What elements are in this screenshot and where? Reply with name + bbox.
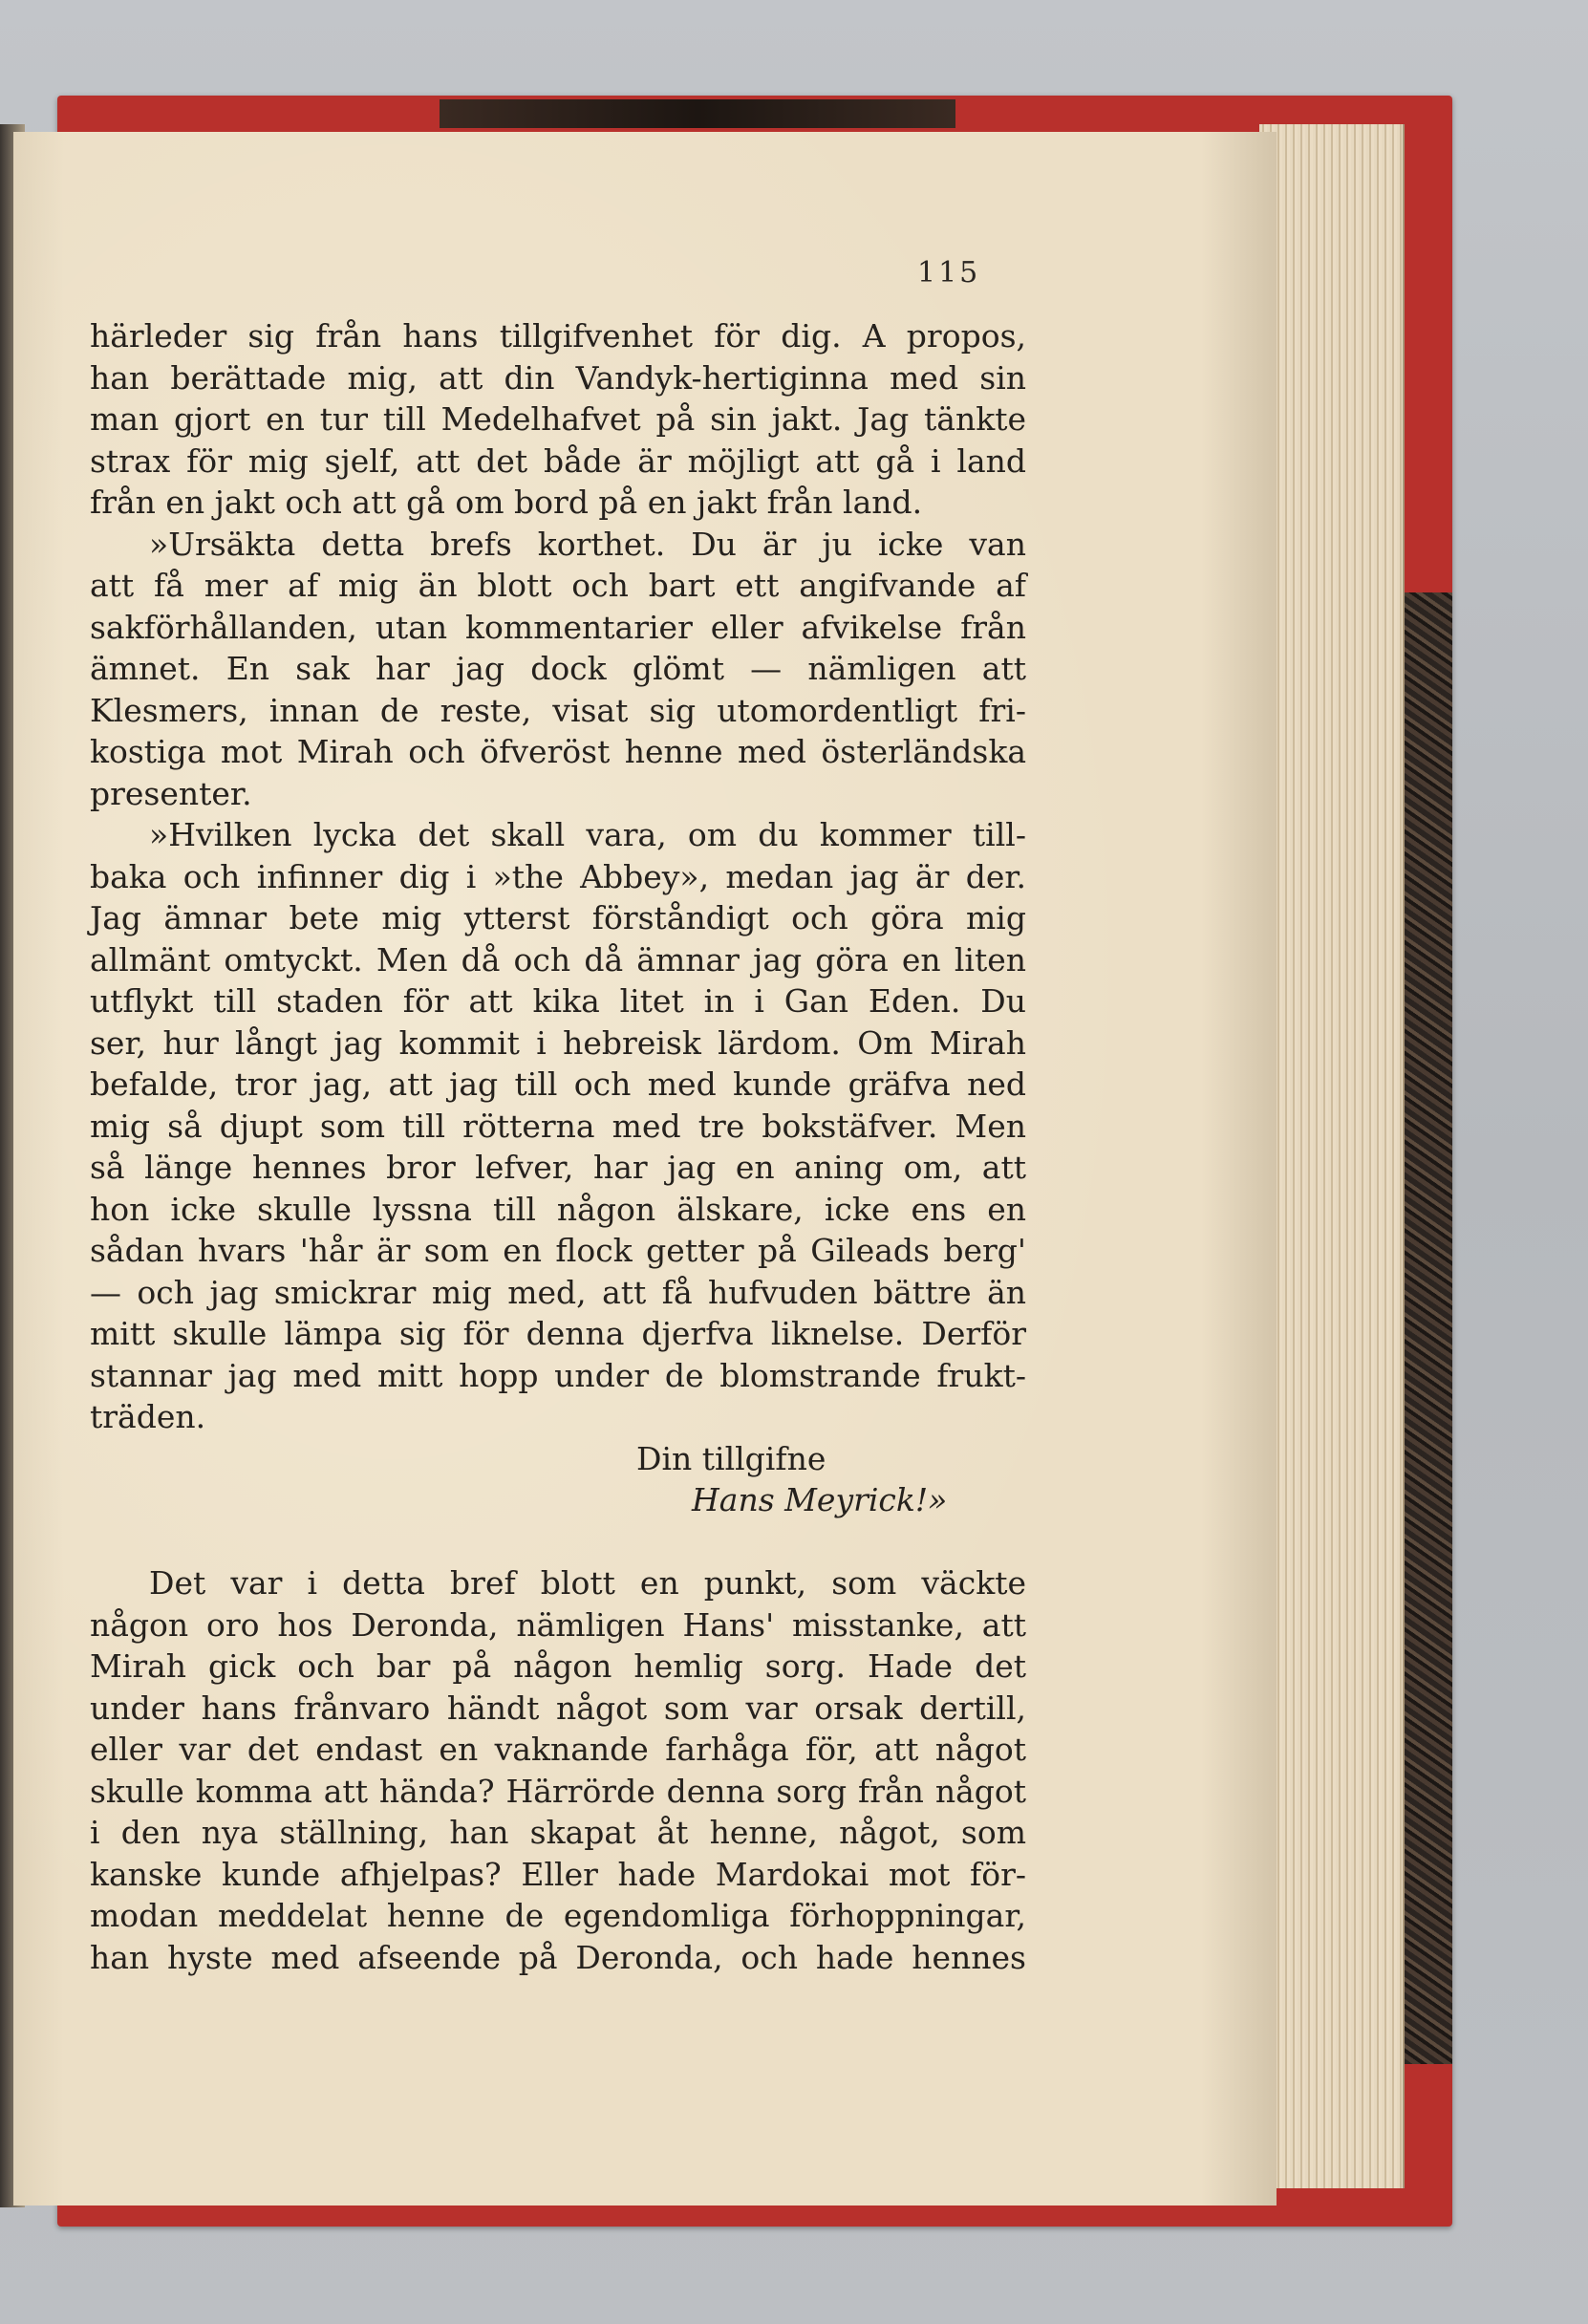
page-number: 115 (917, 256, 981, 290)
text-line: kanske kunde afhjelpas? Eller hade Mardokai mot för- (90, 1855, 1026, 1893)
text-line: härleder sig från hans tillgifvenhet för dig. A propos, (90, 317, 1026, 355)
text-line: någon oro hos Deronda, nämligen Hans' misstanke, att (90, 1605, 1026, 1644)
text-line: man gjort en tur till Medelhafvet på sin jakt. Jag tänkte (90, 400, 1026, 438)
text-line: utflykt till staden för att kika litet in i Gan Eden. Du (90, 982, 1026, 1020)
text-line: Det var i detta bref blott en punkt, som väckte (149, 1564, 1026, 1602)
text-line: träden. (90, 1398, 206, 1435)
text-line: — och jag smickrar mig med, att få hufvuden bättre än (90, 1273, 1026, 1311)
text-line: hon icke skulle lyssna till någon älskare, icke ens en (90, 1190, 1026, 1228)
page-edges (1259, 124, 1405, 2188)
text-line: i den nya ställning, han skapat åt henne, något, som (90, 1814, 1026, 1851)
text-line: Jag ämnar bete mig ytterst förståndigt och göra mig (90, 899, 1026, 936)
letter-signature: Hans Meyrick!» (692, 1481, 948, 1518)
text-line: han hyste med afseende på Deronda, och hade hennes (90, 1938, 1026, 1976)
text-line: att få mer af mig än blott och bart ett angifvande af (90, 567, 1026, 604)
text-line: baka och infinner dig i »the Abbey», medan jag är der. (90, 857, 1026, 895)
text-line: kostiga mot Mirah och öfveröst henne med österländska (90, 733, 1026, 770)
text-line: stannar jag med mitt hopp under de blomstrande frukt- (90, 1356, 1026, 1394)
letter-closing: Din tillgifne (636, 1439, 826, 1477)
text-line: Klesmers, innan de reste, visat sig utomordentligt fri- (90, 691, 1026, 729)
text-line: Mirah gick och bar på någon hemlig sorg. Hade det (90, 1647, 1026, 1685)
text-line: befalde, tror jag, att jag till och med kunde gräfva ned (90, 1065, 1026, 1103)
text-line: eller var det endast en vaknande farhåga för, att något (90, 1731, 1026, 1768)
text-line: sådan hvars 'hår är som en flock getter på Gileads berg' (90, 1232, 1026, 1269)
paragraph-gap (90, 1521, 1026, 1563)
text-line: mig så djupt som till rötterna med tre bokstäfver. Men (90, 1107, 1026, 1145)
text-line: ser, hur långt jag kommit i hebreisk lärdom. Om Mirah (90, 1023, 1026, 1062)
text-line: strax för mig sjelf, att det både är möjligt att gå i land (90, 441, 1026, 480)
text-line: allmänt omtyckt. Men då och då ämnar jag göra en liten (90, 940, 1026, 979)
text-line: sakförhållanden, utan kommentarier eller afvikelse från (90, 608, 1026, 646)
text-line: under hans frånvaro händt något som var orsak dertill, (90, 1689, 1026, 1727)
text-line: »Hvilken lycka det skall vara, om du kommer till- (149, 816, 1026, 853)
text-line: han berättade mig, att din Vandyk-hertiginna med sin (90, 358, 1026, 397)
text-line: ämnet. En sak har jag dock glömt — nämligen att (90, 650, 1026, 687)
text-line: mitt skulle lämpa sig för denna djerfva liknelse. Derför (90, 1315, 1026, 1352)
marbled-endpaper (1403, 592, 1452, 2064)
text-line: »Ursäkta detta brefs korthet. Du är ju icke van (149, 525, 1026, 563)
text-line: presenter. (90, 774, 252, 812)
text-line: så länge hennes bror lefver, har jag en aning om, att (90, 1149, 1026, 1186)
body-text (90, 315, 1026, 1978)
text-line: från en jakt och att gå om bord på en jakt från land. (90, 484, 923, 521)
text-line: modan meddelat henne de egendomliga förhoppningar, (90, 1897, 1026, 1934)
cover-top-band (440, 99, 955, 128)
text-line: skulle komma att hända? Härrörde denna sorg från något (90, 1772, 1026, 1810)
